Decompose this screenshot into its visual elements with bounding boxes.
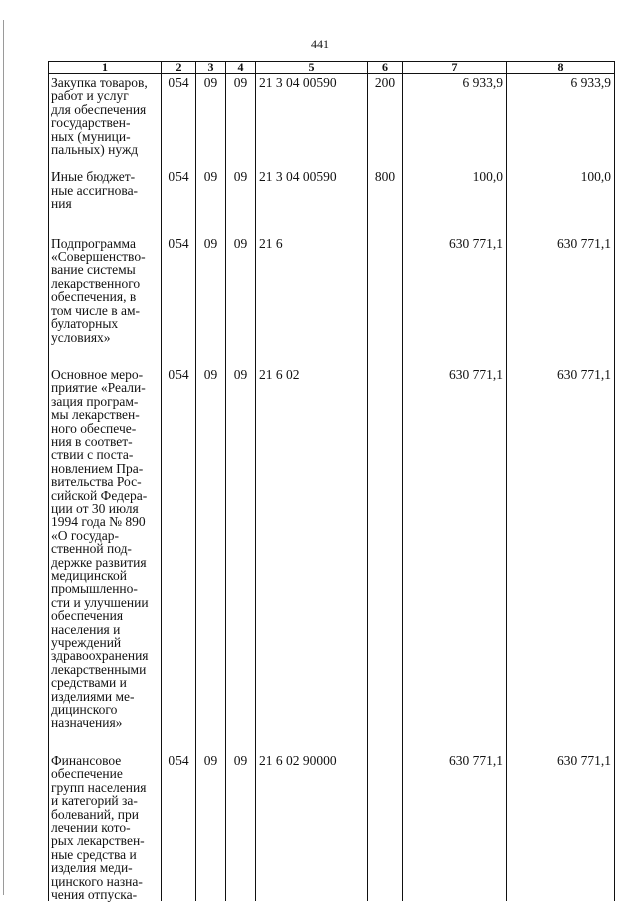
row-cell-5: 21 3 04 00590	[256, 74, 368, 169]
column-header-5: 5	[256, 62, 368, 74]
row-cell-4: 09	[226, 235, 256, 366]
column-header-7: 7	[403, 62, 507, 74]
row-name: Иные бюджет- ные ассигнова- ния	[51, 169, 139, 212]
row-cell-7: 630 771,1	[403, 235, 507, 366]
table-row	[49, 74, 615, 169]
row-name: Подпрограмма «Совершенство- вание системы лекарственного обеспечения, в том числе в ам- булаторных условиях»	[51, 235, 146, 345]
row-cell-3: 09	[196, 235, 226, 366]
row-cell-2: 054	[162, 168, 196, 234]
row-cell-3: 09	[196, 168, 226, 234]
column-header-3: 3	[196, 62, 226, 74]
row-cell-4: 09	[226, 74, 256, 169]
table-row	[49, 752, 615, 901]
row-cell-2: 054	[162, 235, 196, 366]
row-cell-3: 09	[196, 74, 226, 169]
column-header-8: 8	[507, 62, 615, 74]
budget-table	[48, 61, 615, 901]
table-row	[49, 168, 615, 234]
row-cell-5: 21 6	[256, 235, 368, 366]
row-cell-6	[368, 752, 403, 901]
column-header-4: 4	[226, 62, 256, 74]
row-cell-6: 200	[368, 74, 403, 169]
row-cell-3: 09	[196, 752, 226, 901]
row-cell-7: 100,0	[403, 168, 507, 234]
row-cell-8: 6 933,9	[507, 74, 615, 169]
row-cell-7: 630 771,1	[403, 752, 507, 901]
row-cell-5: 21 6 02 90000	[256, 752, 368, 901]
row-cell-2: 054	[162, 366, 196, 752]
row-name: Закупка товаров, работ и услуг для обеспечения государствен- ных (муници- пальных) нужд	[51, 75, 148, 158]
column-header-1: 1	[49, 62, 162, 74]
row-cell-8: 630 771,1	[507, 752, 615, 901]
page-number: 441	[311, 37, 329, 51]
row-cell-4: 09	[226, 752, 256, 901]
scan-margin-line	[3, 20, 4, 895]
row-cell-8: 630 771,1	[507, 235, 615, 366]
row-cell-5: 21 6 02	[256, 366, 368, 752]
row-cell-6	[368, 235, 403, 366]
row-cell-7: 6 933,9	[403, 74, 507, 169]
row-cell-6: 800	[368, 168, 403, 234]
row-cell-7: 630 771,1	[403, 366, 507, 752]
row-name: Основное меро- приятие «Реали- зация програм- мы лекарствен- ного обеспече- ния в соответ- ствии с поста- новлением Пра- вительства Рос- сийской Федера- ции от 30 июля 1994 года № 890 «О государ- ственной под- держке развития медицинской промышленно- сти и улучшении обеспечения населения и учреждений здравоохранения лекарственными средствами и изделиями ме- дицинского назначения»	[51, 366, 149, 731]
row-cell-2: 054	[162, 752, 196, 901]
row-cell-6	[368, 366, 403, 752]
header-row	[49, 62, 615, 74]
row-cell-4: 09	[226, 168, 256, 234]
row-cell-5: 21 3 04 00590	[256, 168, 368, 234]
row-cell-4: 09	[226, 366, 256, 752]
row-name: Финансовое обеспечение групп населения и категорий за- болеваний, при лечении кото- рых лекарствен- ные средства и изделия меди- цинского назна- чения отпуска-	[51, 752, 147, 902]
row-cell-8: 100,0	[507, 168, 615, 234]
table-row	[49, 366, 615, 752]
column-header-6: 6	[368, 62, 403, 74]
table-row	[49, 235, 615, 366]
row-cell-8: 630 771,1	[507, 366, 615, 752]
row-cell-3: 09	[196, 366, 226, 752]
row-cell-2: 054	[162, 74, 196, 169]
column-header-2: 2	[162, 62, 196, 74]
